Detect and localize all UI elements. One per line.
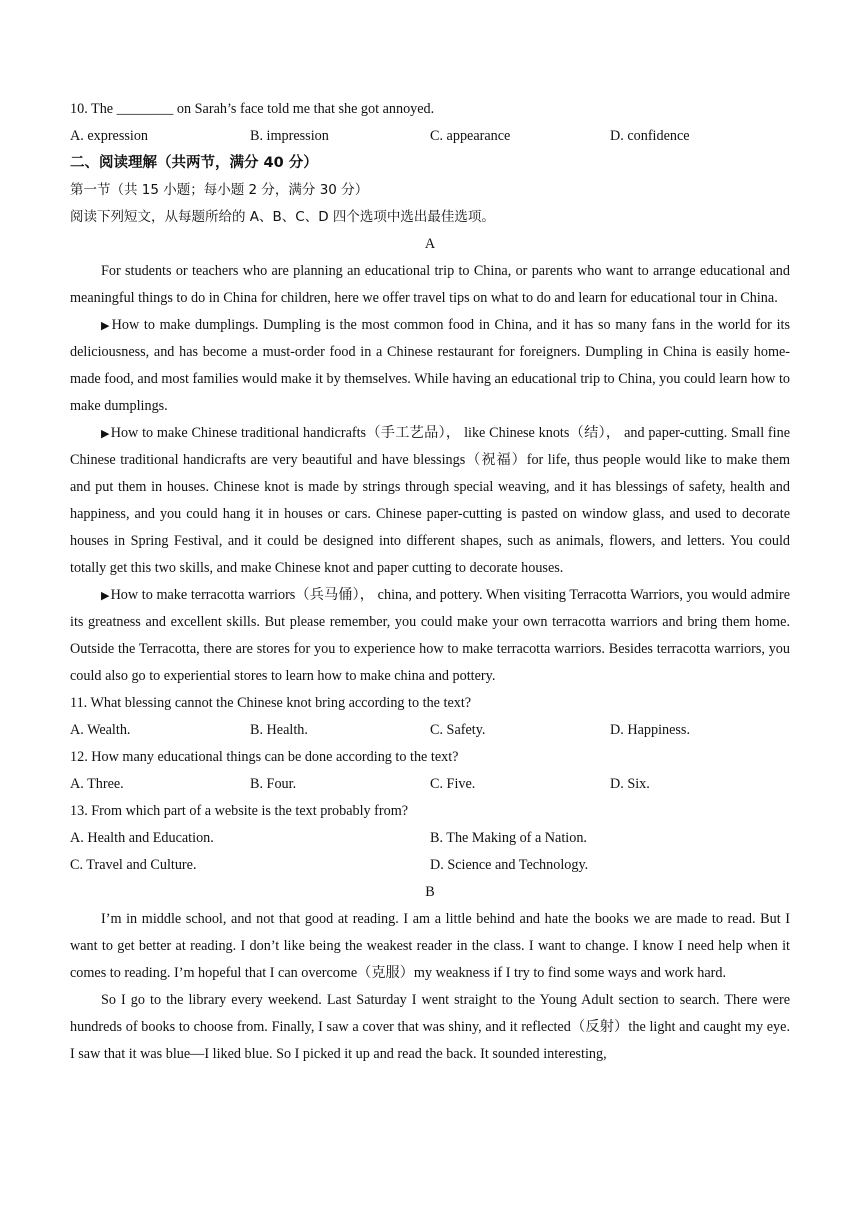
- option-a: A. expression: [70, 128, 149, 144]
- question-10-stem: 10. The ________ on Sarah’s face told me that she got annoyed.: [70, 101, 435, 117]
- passage-a-label: A: [424, 236, 436, 252]
- question-12-stem: 12. How many educational things can be done according to the text?: [70, 749, 459, 765]
- question-12-options: [70, 771, 790, 798]
- passage-b-paragraph-2: So I go to the library every weekend. Last Saturday I went straight to the Young Adult section to search. There were hundreds of books to choose from. Finally, I saw a cover that was shiny, and it reflected（反射）the light and caught my eye. I saw that it was blue—I liked blue. So I picked it up and read the back. It sounded interesting,: [70, 992, 790, 1062]
- option-b: B. Four.: [250, 776, 297, 792]
- option-c: C. appearance: [430, 128, 511, 144]
- instruction: 阅读下列短文，从每题所给的 A、B、C、D 四个选项中选出最佳选项。: [70, 209, 495, 225]
- option-b: B. The Making of a Nation.: [430, 830, 587, 846]
- passage-a-paragraph-2: [70, 312, 790, 420]
- triangle-bullet-icon: ▶: [101, 319, 111, 332]
- part-one-heading: 第一节（共 15 小题；每小题 2 分，满分 30 分）: [70, 182, 369, 198]
- paragraph-text: How to make Chinese traditional handicrafts（手工艺品）， like Chinese knots（结）， and paper-cutting. Small fine Chinese traditional handicrafts are very beautiful and have blessings（祝福）for life, thus people would like to make them and put them in houses. Chinese knot is made by strings through special weaving, and it has blessings of safety, health and happiness, and you could hang it in houses or cars. Chinese paper-cutting is pasted on window glass, and used to decorate houses in Spring Festival, and it could be designed into different shapes, such as animals, flowers, and letters. You could totally get this two skills, and make Chinese knot and paper cutting to decorate houses.: [70, 425, 790, 576]
- option-c: C. Travel and Culture.: [70, 857, 197, 873]
- option-a: A. Wealth.: [70, 722, 131, 738]
- question-11-stem: 11. What blessing cannot the Chinese knot bring according to the text?: [70, 695, 472, 711]
- option-a: A. Three.: [70, 776, 124, 792]
- question-13-options-row-2: [70, 852, 790, 879]
- question-10-options: [70, 123, 790, 150]
- option-d: D. Happiness.: [610, 722, 690, 738]
- option-d: D. confidence: [610, 128, 690, 144]
- option-b: B. impression: [250, 128, 329, 144]
- triangle-bullet-icon: ▶: [101, 589, 110, 602]
- paragraph-text: How to make dumplings. Dumpling is the most common food in China, and it has so many fans in the world for its deliciousness, and has become a must-order food in a Chinese restaurant for foreigners. Dumpling in China is easily home-made food, and most families would make it by themselves. While having an educational trip to China, you could learn how to make dumplings.: [70, 317, 790, 414]
- passage-a-paragraph-4: [70, 582, 790, 690]
- option-d: D. Science and Technology.: [430, 857, 589, 873]
- option-a: A. Health and Education.: [70, 830, 214, 846]
- question-11-options: [70, 717, 790, 744]
- exam-page: [70, 96, 790, 1068]
- triangle-bullet-icon: ▶: [101, 427, 110, 440]
- passage-a-paragraph-3: [70, 420, 790, 582]
- question-13-stem: 13. From which part of a website is the text probably from?: [70, 803, 409, 819]
- section-title: 二、阅读理解（共两节，满分 40 分）: [70, 155, 318, 171]
- question-13-options-row-1: [70, 825, 790, 852]
- passage-b-paragraph-1: I’m in middle school, and not that good at reading. I am a little behind and hate the books we are made to read. But I want to get better at reading. I don’t like being the weakest reader in the class. I want to change. I know I need help when it comes to reading. I’m hopeful that I can overcome（克服）my weakness if I try to find some ways and work hard.: [70, 911, 790, 981]
- passage-b-label: B: [425, 884, 435, 900]
- option-c: C. Safety.: [430, 722, 486, 738]
- option-b: B. Health.: [250, 722, 308, 738]
- passage-a-paragraph-1: For students or teachers who are planning an educational trip to China, or parents who want to arrange educational and meaningful things to do in China for children, here we offer travel tips on what to do and learn for educational tour in China.: [70, 263, 790, 306]
- option-c: C. Five.: [430, 776, 476, 792]
- option-d: D. Six.: [610, 776, 650, 792]
- paragraph-text: How to make terracotta warriors（兵马俑）， china, and pottery. When visiting Terracotta Warriors, you would admire its greatness and excellent skills. But please remember, you could make your own terracotta warriors and bring them home. Outside the Terracotta, there are stores for you to experience how to make terracotta warriors. Besides terracotta warriors, you could also go to experiential stores to learn how to make china and pottery.: [70, 587, 790, 684]
